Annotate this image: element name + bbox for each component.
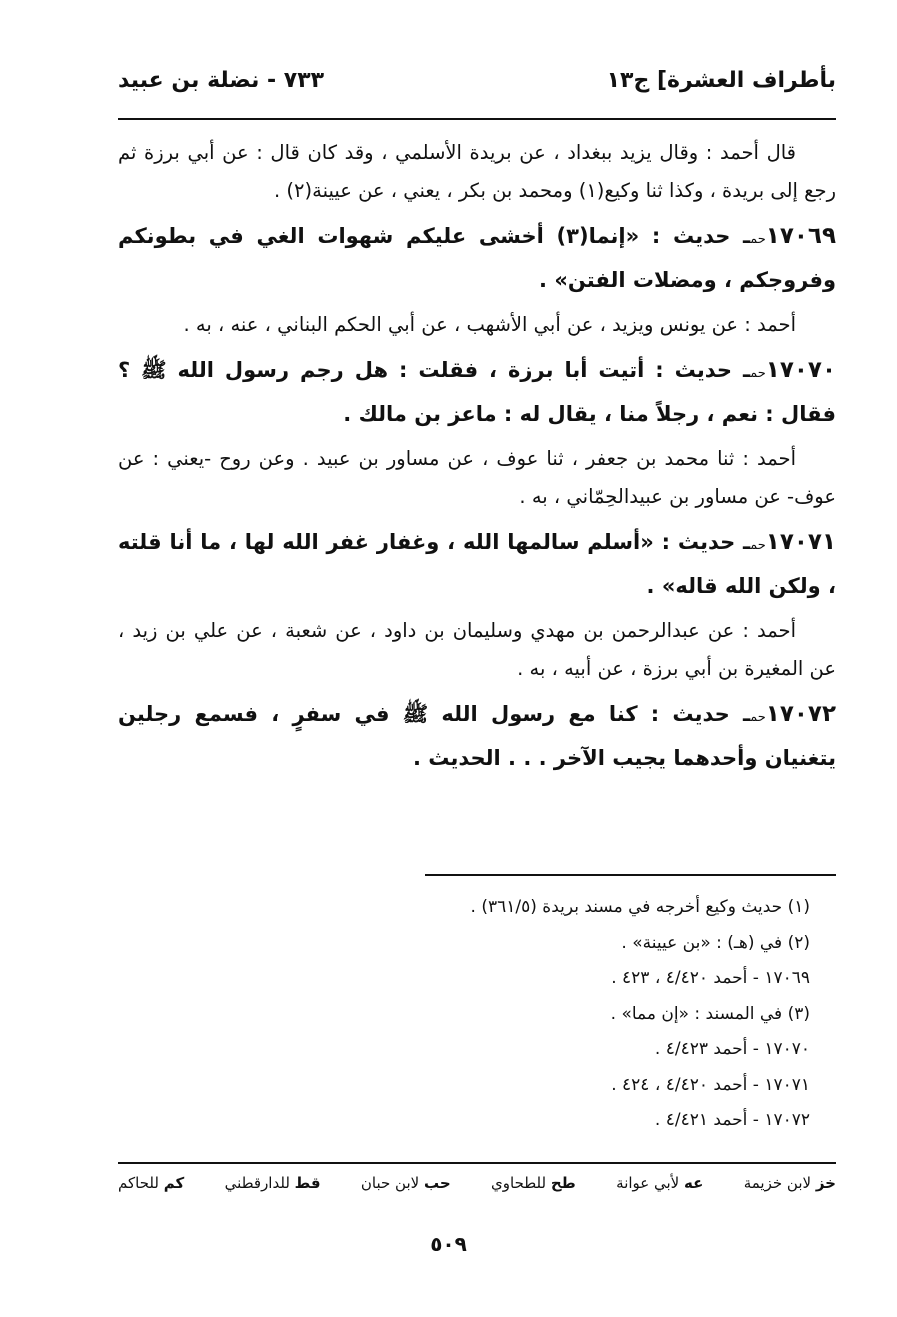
- source-symbol: حم: [750, 538, 766, 553]
- abbreviation: حب لابن حبان: [360, 1174, 451, 1192]
- header-book-title: بأطراف العشرة] ج١٣: [606, 68, 836, 93]
- source-symbol: حم: [750, 366, 766, 381]
- abbreviations-rule: [118, 1162, 836, 1164]
- source-symbol: حم: [750, 232, 766, 247]
- footnote: ١٧٠٧٠ - أحمد ٤/٤٢٣ .: [654, 1039, 810, 1059]
- footnote: (٢) في (هـ) : «بن عيينة» .: [621, 932, 810, 953]
- hadith-number: ١٧٠٦٩: [765, 223, 836, 249]
- hadith-text: ـ حديث : «أسلم سالمها الله ، وغفار غفر الله لها ، ما أنا قلته ، ولكن الله قاله» .: [118, 530, 836, 598]
- header-rule: [118, 118, 836, 120]
- hadith-text: ـ حديث : أتيت أبا برزة ، فقلت : هل رجم رسول الله ﷺ ؟ فقال : نعم ، رجلاً منا ، يقال له : ماعز بن مالك .: [118, 358, 836, 426]
- footnote-rule: [425, 874, 836, 876]
- hadith-17069: [118, 216, 836, 300]
- hadith-17072: [118, 694, 836, 778]
- footnote: ١٧٠٦٩ - أحمد ٤/٤٢٠ ، ٤٢٣ .: [611, 968, 810, 988]
- source-symbol: حم: [750, 710, 766, 725]
- hadith-text: ـ حديث : كنا مع رسول الله ﷺ في سفرٍ ، فسمع رجلين يتغنيان وأحدهما يجيب الآخر . . . الحديث .: [118, 702, 836, 770]
- abbreviation: طح للطحاوي: [491, 1174, 576, 1192]
- hadith-number: ١٧٠٧١: [765, 529, 836, 555]
- isnad-17071: أحمد : عن عبدالرحمن بن مهدي وسليمان بن داود ، عن شعبة ، عن علي بن زيد ، عن المغيرة بن أبي برزة ، عن أبيه ، به .: [118, 619, 836, 680]
- isnad-17069: أحمد : عن يونس ويزيد ، عن أبي الأشهب ، عن أبي الحكم البناني ، عنه ، به .: [183, 313, 796, 336]
- header-chapter-title: ٧٣٣ - نضلة بن عبيد: [118, 68, 325, 93]
- hadith-number: ١٧٠٧٢: [765, 701, 836, 727]
- hadith-text: ـ حديث : «إنما(٣) أخشى عليكم شهوات الغي في بطونكم وفروجكم ، ومضلات الفتن» .: [118, 224, 836, 292]
- main-text: [118, 134, 836, 784]
- abbreviation: كم للحاكم: [118, 1174, 185, 1192]
- footnote: (١) حديث وكيع أخرجه في مسند بريدة (٣٦١/٥) .: [470, 897, 810, 917]
- hadith-number: ١٧٠٧٠: [765, 357, 836, 383]
- footnote: ١٧٠٧٢ - أحمد ٤/٤٢١ .: [654, 1110, 810, 1130]
- footnote: (٣) في المسند : «إن مما» .: [610, 1003, 810, 1024]
- paragraph-isnad-intro: قال أحمد : وقال يزيد ببغداد ، عن بريدة الأسلمي ، وقد كان قال : عن أبي برزة ثم رجع إلى بريدة ، وكذا ثنا وكيع(١) ومحمد بن بكر ، يعني ، عن عيينة(٢) .: [118, 141, 836, 202]
- hadith-17071: [118, 522, 836, 606]
- abbreviation: عه لأبي عوانة: [616, 1174, 704, 1192]
- hadith-17070: [118, 350, 836, 434]
- running-header: [118, 68, 836, 98]
- abbreviation: خز لابن خزيمة: [743, 1174, 836, 1192]
- footnote: ١٧٠٧١ - أحمد ٤/٤٢٠ ، ٤٢٤ .: [611, 1074, 810, 1095]
- footnotes: [300, 890, 810, 1139]
- abbreviation: قط للدارقطني: [224, 1174, 321, 1192]
- abbreviations-key: [118, 1174, 836, 1192]
- page-number: ٥٠٩: [430, 1232, 467, 1256]
- isnad-17070: أحمد : ثنا محمد بن جعفر ، ثنا عوف ، عن مساور بن عبيد . وعن روح -يعني : عن عوف- عن مساور بن عبيدالحِمّاني ، به .: [118, 447, 836, 508]
